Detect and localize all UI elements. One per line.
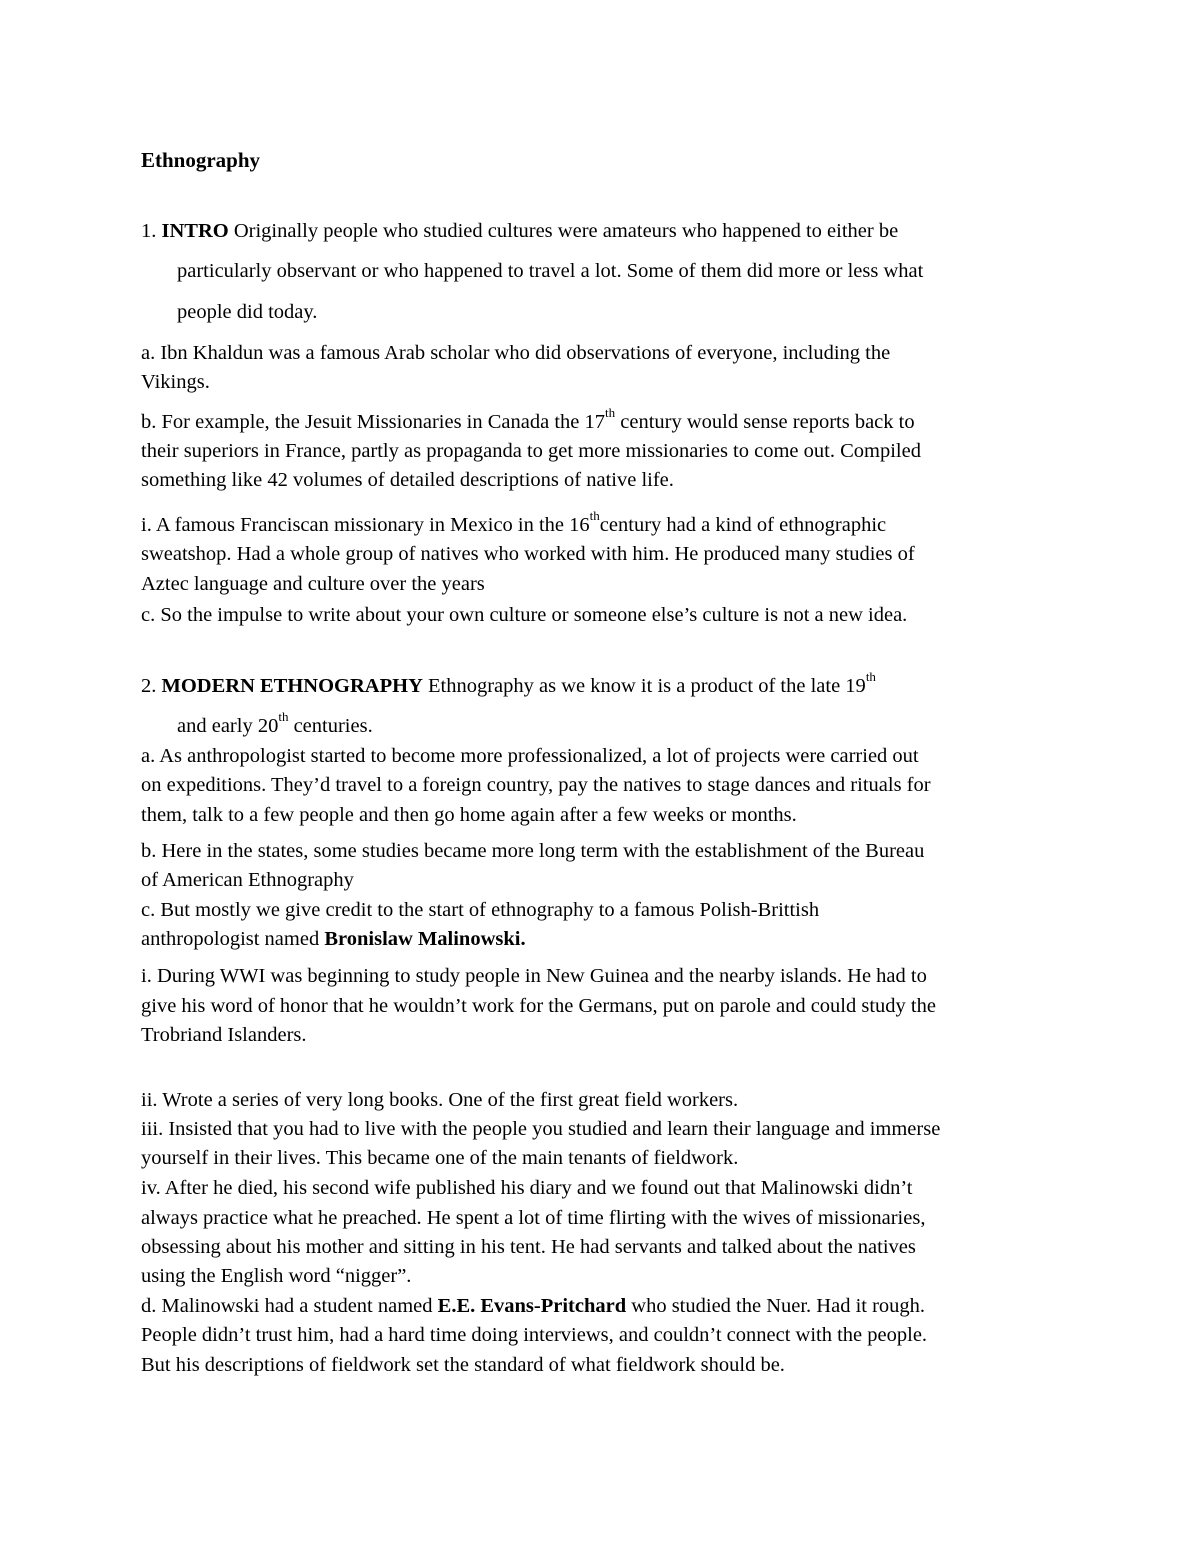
section2-iv-line1: iv. After he died, his second wife published his diary and we found out that Malinowski didn’t [141, 1177, 913, 1199]
section2-number: 2. [141, 675, 157, 697]
section2-heading: MODERN ETHNOGRAPHY [161, 675, 423, 697]
section2-a-line1: a. As anthropologist started to become more professionalized, a lot of projects were carried out [141, 745, 919, 767]
section2-text-cont: and early 20 [177, 715, 279, 737]
ordinal-suffix: th [589, 508, 600, 523]
section1-i-text: i. A famous Franciscan missionary in Mexico in the 16 [141, 514, 590, 536]
section2-text-end: centuries. [288, 715, 373, 737]
ordinal-suffix: th [865, 669, 876, 684]
section1-b-text: b. For example, the Jesuit Missionaries in Canada the 17 [141, 411, 606, 433]
section2-b-line1: b. Here in the states, some studies became more long term with the establishment of the Bureau [141, 840, 925, 862]
section1-line2: particularly observant or who happened to travel a lot. Some of them did more or less what [177, 260, 924, 282]
section1-a-line1: a. Ibn Khaldun was a famous Arab scholar who did observations of everyone, including the [141, 342, 891, 364]
ordinal-suffix: th [605, 405, 616, 420]
section1-i-text-cont: century had a kind of ethnographic [599, 514, 887, 536]
section2-i-line3: Trobriand Islanders. [141, 1024, 307, 1046]
section1-a-line2: Vikings. [141, 371, 210, 393]
section2-line1 [141, 669, 876, 697]
section2-d-line1 [141, 1296, 925, 1317]
section1-b-line2: their superiors in France, partly as propaganda to get more missionaries to come out. Compiled [141, 440, 921, 462]
section2-b-line2: of American Ethnography [141, 869, 354, 891]
section2-c-line2 [141, 929, 526, 950]
section2-iv-line2: always practice what he preached. He spent a lot of time flirting with the wives of missionaries, [141, 1207, 926, 1229]
section1-heading: INTRO [161, 220, 229, 242]
ordinal-suffix: th [278, 709, 289, 724]
section2-a-line2: on expeditions. They’d travel to a foreign country, pay the natives to stage dances and rituals for [141, 774, 931, 796]
section2-ii-line: ii. Wrote a series of very long books. One of the first great field workers. [141, 1089, 739, 1111]
section2-d-text-cont: who studied the Nuer. Had it rough. [626, 1295, 926, 1317]
section1-b-line1 [141, 405, 915, 433]
section1-b-line3: something like 42 volumes of detailed descriptions of native life. [141, 469, 674, 491]
section2-iii-line1: iii. Insisted that you had to live with the people you studied and learn their language and immerse [141, 1118, 941, 1140]
person-name: Bronislaw Malinowski. [324, 928, 526, 950]
section2-i-line2: give his word of honor that he wouldn’t work for the Germans, put on parole and could study the [141, 995, 936, 1017]
section2-a-line3: them, talk to a few people and then go home again after a few weeks or months. [141, 804, 797, 826]
section2-d-text: d. Malinowski had a student named [141, 1295, 438, 1317]
section2-iv-line3: obsessing about his mother and sitting in his tent. He had servants and talked about the natives [141, 1236, 916, 1258]
section2-c-line1: c. But mostly we give credit to the start of ethnography to a famous Polish-Brittish [141, 899, 820, 921]
section1-b-text-cont: century would sense reports back to [615, 411, 915, 433]
section2-text: Ethnography as we know it is a product of the late 19 [422, 675, 866, 697]
person-name: E.E. Evans-Pritchard [437, 1295, 627, 1317]
section1-number: 1. [141, 220, 157, 242]
section2-iv-line4: using the English word “nigger”. [141, 1265, 412, 1287]
section2-c-text: anthropologist named [141, 928, 325, 950]
section2-iii-line2: yourself in their lives. This became one of the main tenants of fieldwork. [141, 1147, 739, 1169]
section1-i-line2: sweatshop. Had a whole group of natives who worked with him. He produced many studies of [141, 543, 915, 565]
section1-i-line3: Aztec language and culture over the years [141, 573, 485, 595]
section2-i-line1: i. During WWI was beginning to study people in New Guinea and the nearby islands. He had to [141, 965, 927, 987]
section1-line3: people did today. [177, 301, 318, 323]
section2-line2 [177, 709, 373, 737]
document-title: Ethnography [141, 148, 261, 172]
section2-d-line3: But his descriptions of fieldwork set the standard of what fieldwork should be. [141, 1354, 785, 1376]
section2-d-line2: People didn’t trust him, had a hard time doing interviews, and couldn’t connect with the people. [141, 1324, 928, 1346]
section1-c-line: c. So the impulse to write about your own culture or someone else’s culture is not a new idea. [141, 604, 908, 626]
section1-line1 [141, 221, 898, 242]
section1-i-line1 [141, 508, 887, 536]
section1-text: Originally people who studied cultures were amateurs who happened to either be [228, 220, 899, 242]
